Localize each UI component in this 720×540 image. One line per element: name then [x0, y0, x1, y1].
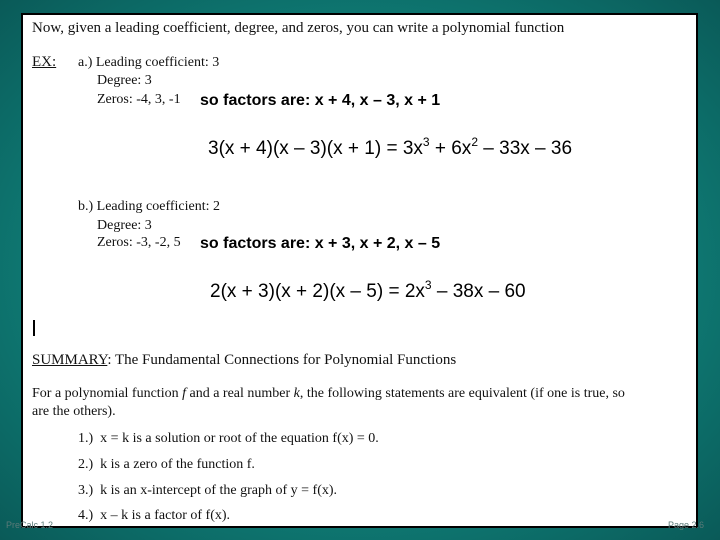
part-b-leading: b.) Leading coefficient: 2	[78, 199, 221, 214]
summary-heading: SUMMARY: The Fundamental Connections for Polynomial Functions	[32, 352, 457, 368]
list-item: 1.) x = k is a solution or root of the equation f(x) = 0.	[78, 431, 379, 446]
part-a-degree: Degree: 3	[97, 73, 152, 88]
part-b-factors: so factors are: x + 3, x + 2, x – 5	[200, 235, 441, 252]
footer-right: Page 2.6	[668, 520, 705, 530]
example-label: EX:	[32, 54, 57, 70]
part-b-equation: $2(x + 3)(x + 2)(x - 5) = 2x^3 - 38x - 60$	[210, 277, 526, 302]
part-a-factors: so factors are: x + 4, x – 3, x + 1	[200, 92, 441, 109]
part-a-equation: $3(x + 4)(x - 3)(x + 1) = 3x^3 + 6x^2 - 33x - 36$	[208, 134, 573, 159]
summary-paragraph-line1: For a polynomial function f and a real number k, the following statements are equivalent (if one is true, so	[32, 386, 625, 401]
part-b-degree: Degree: 3	[97, 218, 152, 233]
list-item: 4.) x – k is a factor of f(x).	[78, 508, 231, 523]
part-a-zeros: Zeros: -4, 3, -1	[97, 92, 181, 107]
footer-left: PreCalc 1.2	[6, 520, 54, 530]
list-item: 2.) k is a zero of the function f.	[78, 457, 255, 472]
text-cursor	[33, 320, 35, 336]
intro-text: Now, given a leading coefficient, degree, and zeros, you can write a polynomial function	[32, 20, 565, 36]
slide	[21, 13, 698, 528]
summary-paragraph-line2: are the others).	[32, 404, 116, 419]
list-item: 3.) k is an x-intercept of the graph of y = f(x).	[78, 483, 338, 498]
part-a-leading: a.) Leading coefficient: 3	[78, 55, 220, 70]
part-b-zeros: Zeros: -3, -2, 5	[97, 235, 181, 250]
